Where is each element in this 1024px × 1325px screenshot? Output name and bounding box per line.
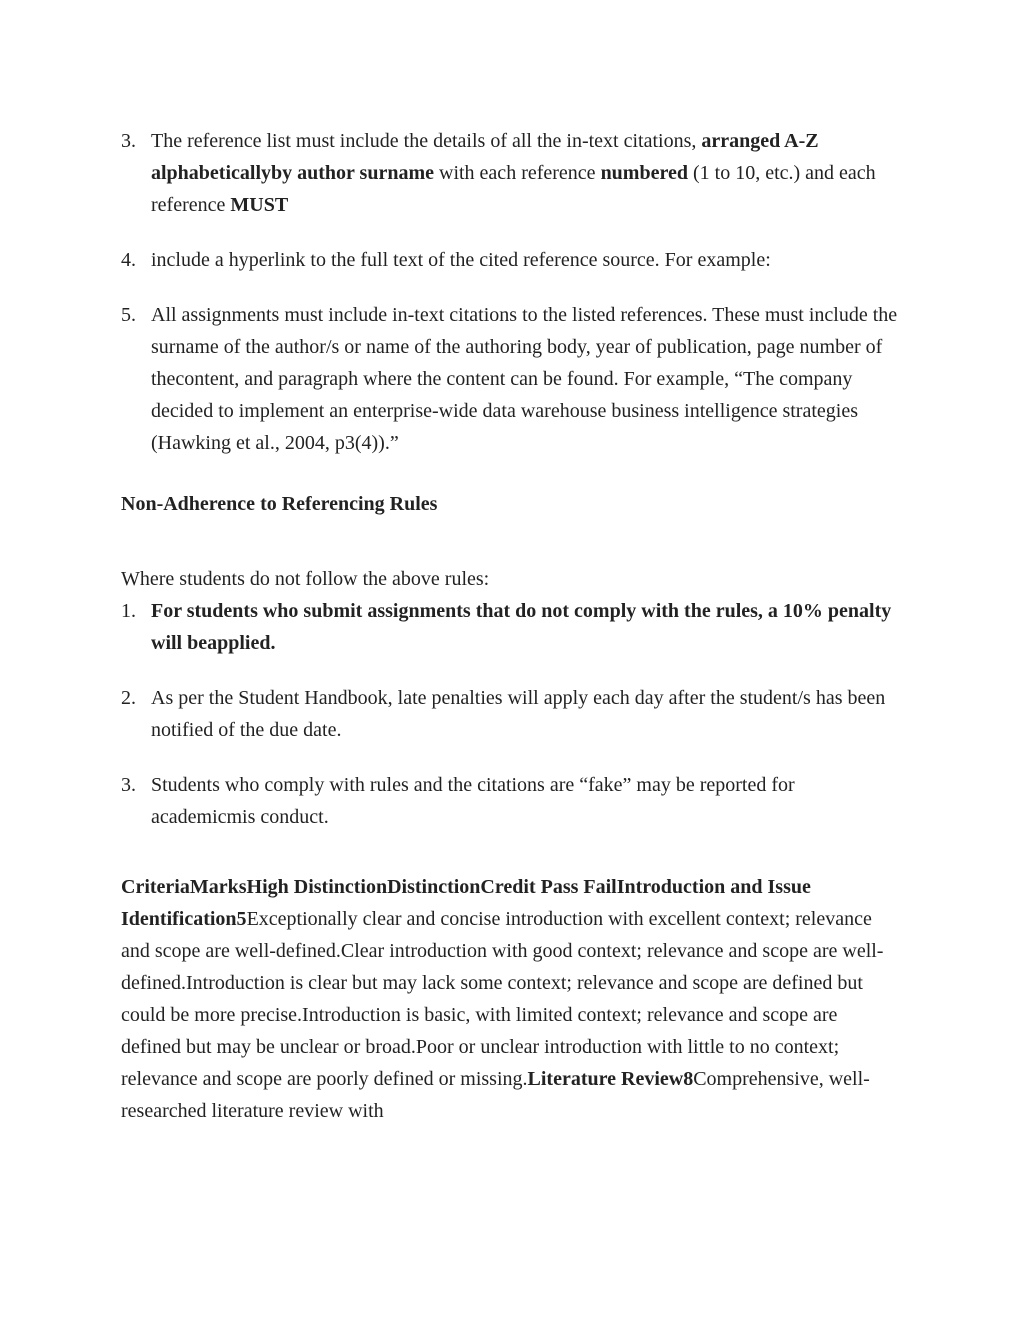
section-heading: Non-Adherence to Referencing Rules xyxy=(121,493,438,515)
bold-text: arranged A-Z alphabeticallyby author surname xyxy=(151,130,819,184)
document-page xyxy=(121,125,901,1127)
list-text: The reference list must include the details of all the in-text citations, xyxy=(151,130,702,152)
intro-paragraph: Where students do not follow the above rules: xyxy=(121,568,490,590)
paragraph-text: Exceptionally clear and concise introduction with excellent context; relevance and scope are well-defined.Clear introduction with good context; relevance and scope are well-defined.Introduction is clear but may lack some context; relevance and scope are defined but could be more precise.Introduction is basic, with limited context; relevance and scope are defined but may be unclear or broad.Poor or unclear introduction with little to no context; relevance and scope are poorly defined or missing. xyxy=(121,908,884,1090)
list-number: 2. xyxy=(121,687,136,709)
list-text: include a hyperlink to the full text of the cited reference source. For example: xyxy=(151,249,771,271)
bold-text: CriteriaMarksHigh DistinctionDistinctionCredit Pass FailIntroduction and Issue Identification5 xyxy=(121,876,811,930)
bold-text: For students who submit assignments that do not comply with the rules, a 10% penalty will beapplied. xyxy=(151,600,892,654)
list-item xyxy=(121,595,901,659)
list-item xyxy=(121,299,901,459)
penalty-list xyxy=(121,595,901,833)
list-number: 5. xyxy=(121,304,136,326)
reference-rules-list xyxy=(121,125,901,459)
bold-text: MUST xyxy=(230,194,289,216)
list-number: 3. xyxy=(121,130,136,152)
list-text: As per the Student Handbook, late penalties will apply each day after the student/s has been notified of the due date. xyxy=(151,687,886,741)
list-number: 3. xyxy=(121,774,136,796)
list-number: 1. xyxy=(121,600,136,622)
list-item xyxy=(121,682,901,746)
list-item xyxy=(121,125,901,221)
list-number: 4. xyxy=(121,249,136,271)
paragraph-text: Comprehensive, well-researched literature review with xyxy=(121,1068,870,1122)
list-text: Students who comply with rules and the citations are “fake” may be reported for academicmis conduct. xyxy=(151,774,795,828)
list-text: with each reference xyxy=(434,162,601,184)
list-item xyxy=(121,244,901,276)
list-text: (1 to 10, etc.) and each reference xyxy=(151,162,876,216)
bold-text: Literature Review8 xyxy=(527,1068,694,1090)
list-text: All assignments must include in-text citations to the listed references. These must include the surname of the author/s or name of the authoring body, year of publication, page number of thecontent, and paragraph where the content can be found. For example, “The company decided to implement an enterprise-wide data warehouse business intelligence strategies (Hawking et al., 2004, p3(4)).” xyxy=(151,304,898,454)
bold-text: numbered xyxy=(600,162,688,184)
list-item xyxy=(121,769,901,833)
criteria-paragraph xyxy=(121,871,901,1127)
